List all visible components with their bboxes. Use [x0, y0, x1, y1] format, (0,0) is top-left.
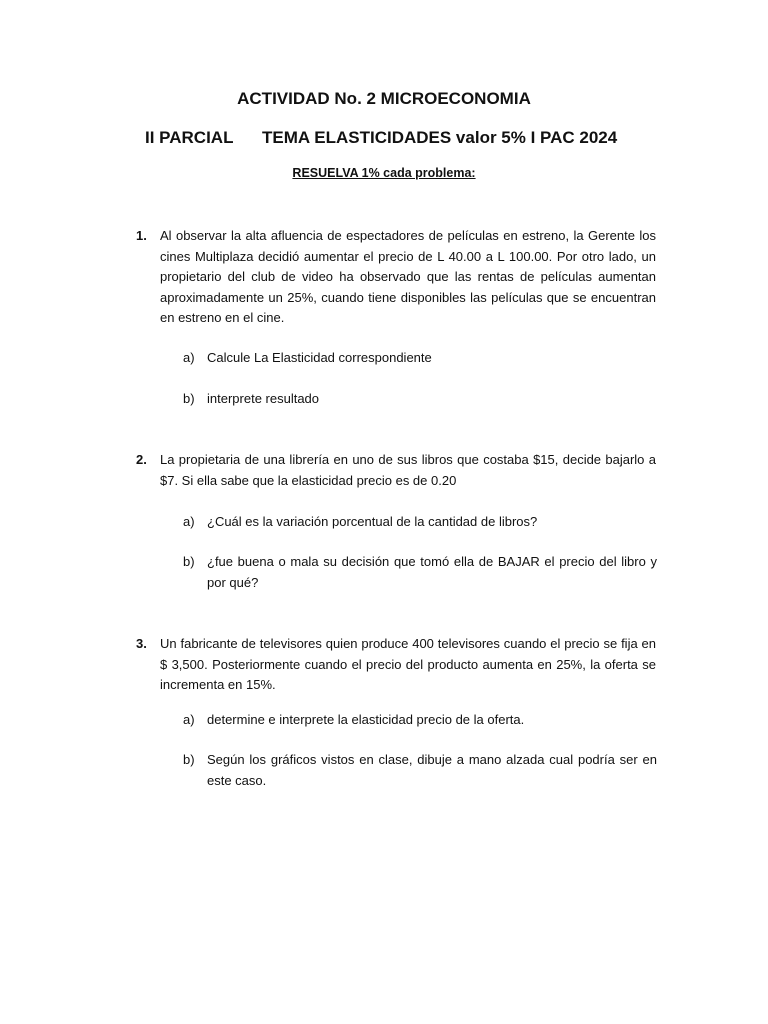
problem-text: Un fabricante de televisores quien produce 400 televisores cuando el precio se fija en $ 3,500. Posteriormente cuando el precio del producto aumenta en 25%, la oferta se incrementa en 15%.	[160, 636, 656, 692]
problem-text: Al observar la alta afluencia de espectadores de películas en estreno, la Gerente los cines Multiplaza decidió aumentar el precio de L 40.00 a L 100.00. Por otro lado, un propietario del club de video ha observado que las rentas de películas aumentan aproximadamente un 25%, cuando tiene disponibles las películas que se encuentran en estreno en el cine.	[160, 228, 656, 325]
subtitle-topic: TEMA ELASTICIDADES valor 5% I PAC 2024	[262, 128, 618, 147]
problem-2-item-b	[183, 552, 657, 593]
item-letter: b)	[183, 391, 195, 406]
instruction: RESUELVA 1% cada problema:	[292, 166, 476, 180]
page-title: ACTIVIDAD No. 2 MICROECONOMIA	[237, 89, 531, 108]
problem-number: 3.	[136, 636, 147, 651]
item-letter: b)	[183, 752, 195, 767]
item-letter: a)	[183, 350, 195, 365]
problem-1-item-a	[183, 348, 657, 369]
item-letter: b)	[183, 554, 195, 569]
item-text: ¿Cuál es la variación porcentual de la cantidad de libros?	[207, 514, 538, 529]
problem-3	[136, 634, 656, 696]
subtitle-partial: II PARCIAL	[145, 128, 234, 147]
problem-2	[136, 450, 656, 491]
problem-number: 2.	[136, 452, 147, 467]
item-text: Según los gráficos vistos en clase, dibuje a mano alzada cual podría ser en este caso.	[207, 752, 657, 788]
problem-text: La propietaria de una librería en uno de sus libros que costaba $15, decide bajarlo a $7. Si ella sabe que la elasticidad precio es de 0.20	[160, 452, 656, 488]
problem-1-item-b	[183, 389, 657, 410]
item-letter: a)	[183, 514, 195, 529]
problem-1	[136, 226, 656, 329]
item-text: interprete resultado	[207, 391, 320, 406]
problem-3-item-b	[183, 750, 657, 791]
item-text: Calcule La Elasticidad correspondiente	[207, 350, 432, 365]
problem-3-item-a	[183, 710, 657, 731]
problem-2-item-a	[183, 512, 657, 533]
item-text: determine e interprete la elasticidad precio de la oferta.	[207, 712, 525, 727]
problem-number: 1.	[136, 228, 147, 243]
item-text: ¿fue buena o mala su decisión que tomó ella de BAJAR el precio del libro y por qué?	[207, 554, 657, 590]
item-letter: a)	[183, 712, 195, 727]
